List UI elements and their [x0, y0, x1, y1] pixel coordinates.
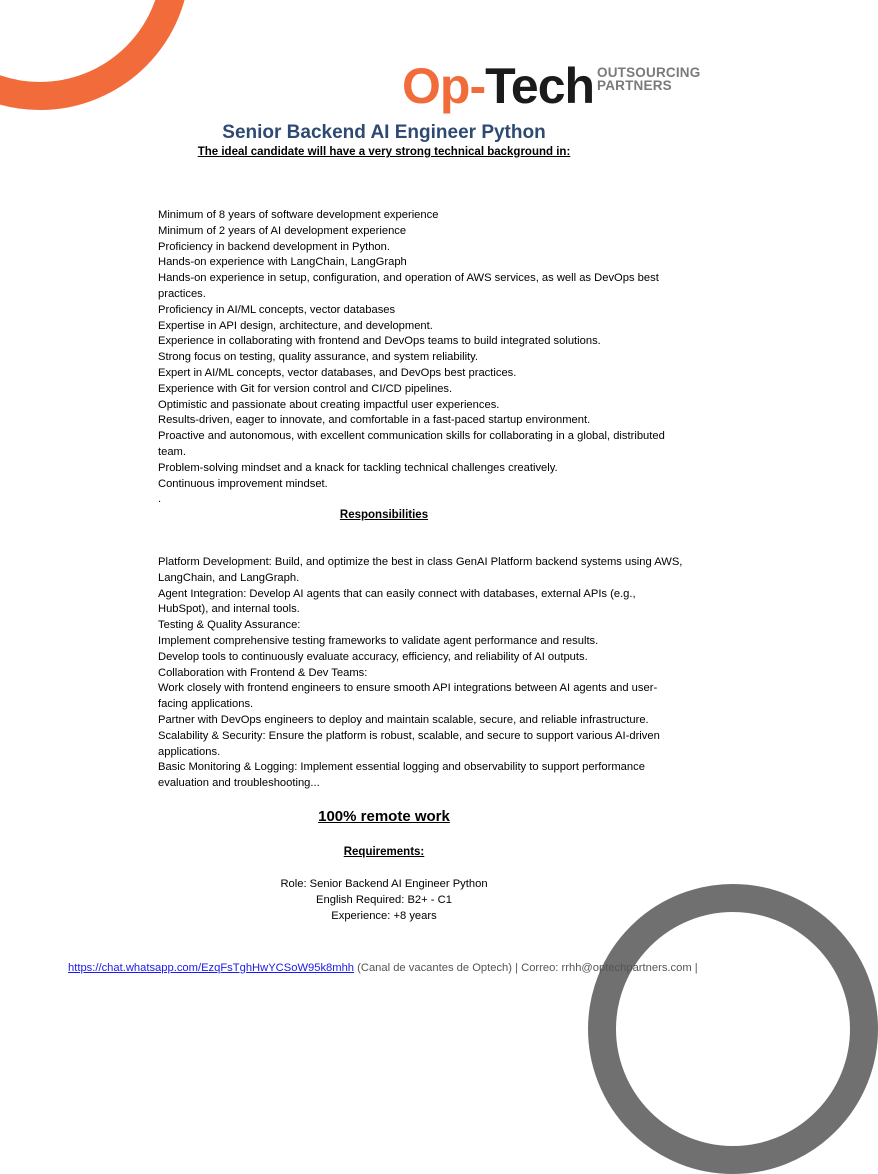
decorative-arc-orange [0, 0, 190, 110]
list-item: Platform Development: Build, and optimize the best in class GenAI Platform backend systems using AWS, [158, 556, 683, 568]
list-item: team. [158, 445, 186, 458]
list-item: Scalability & Security: Ensure the platform is robust, scalable, and secure to support various AI-driven [158, 729, 660, 742]
logo-tech: Tech [485, 58, 595, 114]
list-item: LangChain, and LangGraph. [158, 571, 300, 584]
requirements-heading: Requirements: [343, 846, 425, 858]
remote-work-heading: 100% remote work [318, 808, 450, 825]
list-item: Develop tools to continuously evaluate accuracy, efficiency, and reliability of AI outputs. [158, 650, 588, 663]
list-item: HubSpot), and internal tools. [158, 603, 300, 616]
responsibilities-heading: Responsibilities [339, 509, 429, 521]
logo-subtitle [597, 66, 700, 92]
list-item: Collaboration with Frontend & Dev Teams: [158, 666, 368, 679]
list-item: Agent Integration: Develop AI agents that can easily connect with databases, external APIs (e.g., [158, 587, 636, 600]
list-item: Problem-solving mindset and a knack for tackling technical challenges creatively. [158, 461, 558, 474]
list-item: Proactive and autonomous, with excellent communication skills for collaborating in a global, distributed [158, 430, 665, 443]
list-item: Expert in AI/ML concepts, vector databases, and DevOps best practices. [158, 366, 517, 379]
list-item: Minimum of 8 years of software development experience [158, 209, 439, 221]
list-item: Experience with Git for version control and CI/CD pipelines. [158, 382, 453, 395]
list-item: Implement comprehensive testing frameworks to validate agent performance and results. [158, 634, 599, 647]
page-subtitle: The ideal candidate will have a very strong technical background in: [197, 146, 571, 158]
list-item: Expertise in API design, architecture, and development. [158, 319, 433, 332]
list-item: facing applications. [158, 698, 254, 711]
list-item: . [158, 493, 162, 506]
logo-sub-line2: PARTNERS [597, 78, 672, 93]
page-title: Senior Backend AI Engineer Python [222, 122, 546, 143]
list-item: Strong focus on testing, quality assurance, and system reliability. [158, 351, 479, 364]
list-item: Hands-on experience in setup, configuration, and operation of AWS services, as well as DevOps best [158, 272, 659, 285]
optech-logo [402, 58, 701, 114]
whatsapp-link[interactable]: https://chat.whatsapp.com/EzqFsTghHwYCSoW95k8mhh [68, 962, 355, 974]
logo-sub-line1: OUTSOURCING [597, 65, 701, 80]
list-item: Basic Monitoring & Logging: Implement essential logging and observability to support performance [158, 761, 645, 774]
list-item: Experience in collaborating with frontend and DevOps teams to build integrated solutions. [158, 335, 601, 348]
list-item: Optimistic and passionate about creating impactful user experiences. [158, 398, 500, 411]
requirements-block [0, 876, 768, 924]
footer [68, 962, 698, 974]
list-item: Partner with DevOps engineers to deploy and maintain scalable, secure, and reliable infrastructure. [158, 713, 649, 726]
list-item: applications. [158, 745, 221, 758]
list-item: practices. [158, 287, 206, 300]
footer-contact-text: (Canal de vacantes de Optech) | Correo: rrhh@optechpartners.com | [354, 962, 698, 974]
list-item: Proficiency in backend development in Python. [158, 240, 390, 253]
decorative-arc-gray [588, 884, 878, 1174]
requirement-role: Role: Senior Backend AI Engineer Python [280, 878, 488, 890]
logo-dash: - [469, 58, 486, 114]
background-list [158, 208, 698, 508]
logo-wordmark [402, 58, 594, 114]
list-item: Work closely with frontend engineers to ensure smooth API integrations between AI agents and user- [158, 682, 658, 695]
list-item: Minimum of 2 years of AI development experience [158, 224, 407, 237]
list-item: Proficiency in AI/ML concepts, vector databases [158, 303, 396, 316]
requirement-english: English Required: B2+ - C1 [316, 894, 452, 906]
list-item: Testing & Quality Assurance: [158, 619, 301, 632]
requirement-experience: Experience: +8 years [331, 910, 437, 922]
responsibilities-list [158, 555, 698, 792]
list-item: Hands-on experience with LangChain, LangGraph [158, 256, 407, 269]
list-item: evaluation and troubleshooting... [158, 777, 320, 790]
list-item: Results-driven, eager to innovate, and comfortable in a fast-paced startup environment. [158, 414, 591, 427]
logo-op: Op [402, 58, 470, 114]
list-item: Continuous improvement mindset. [158, 477, 328, 490]
